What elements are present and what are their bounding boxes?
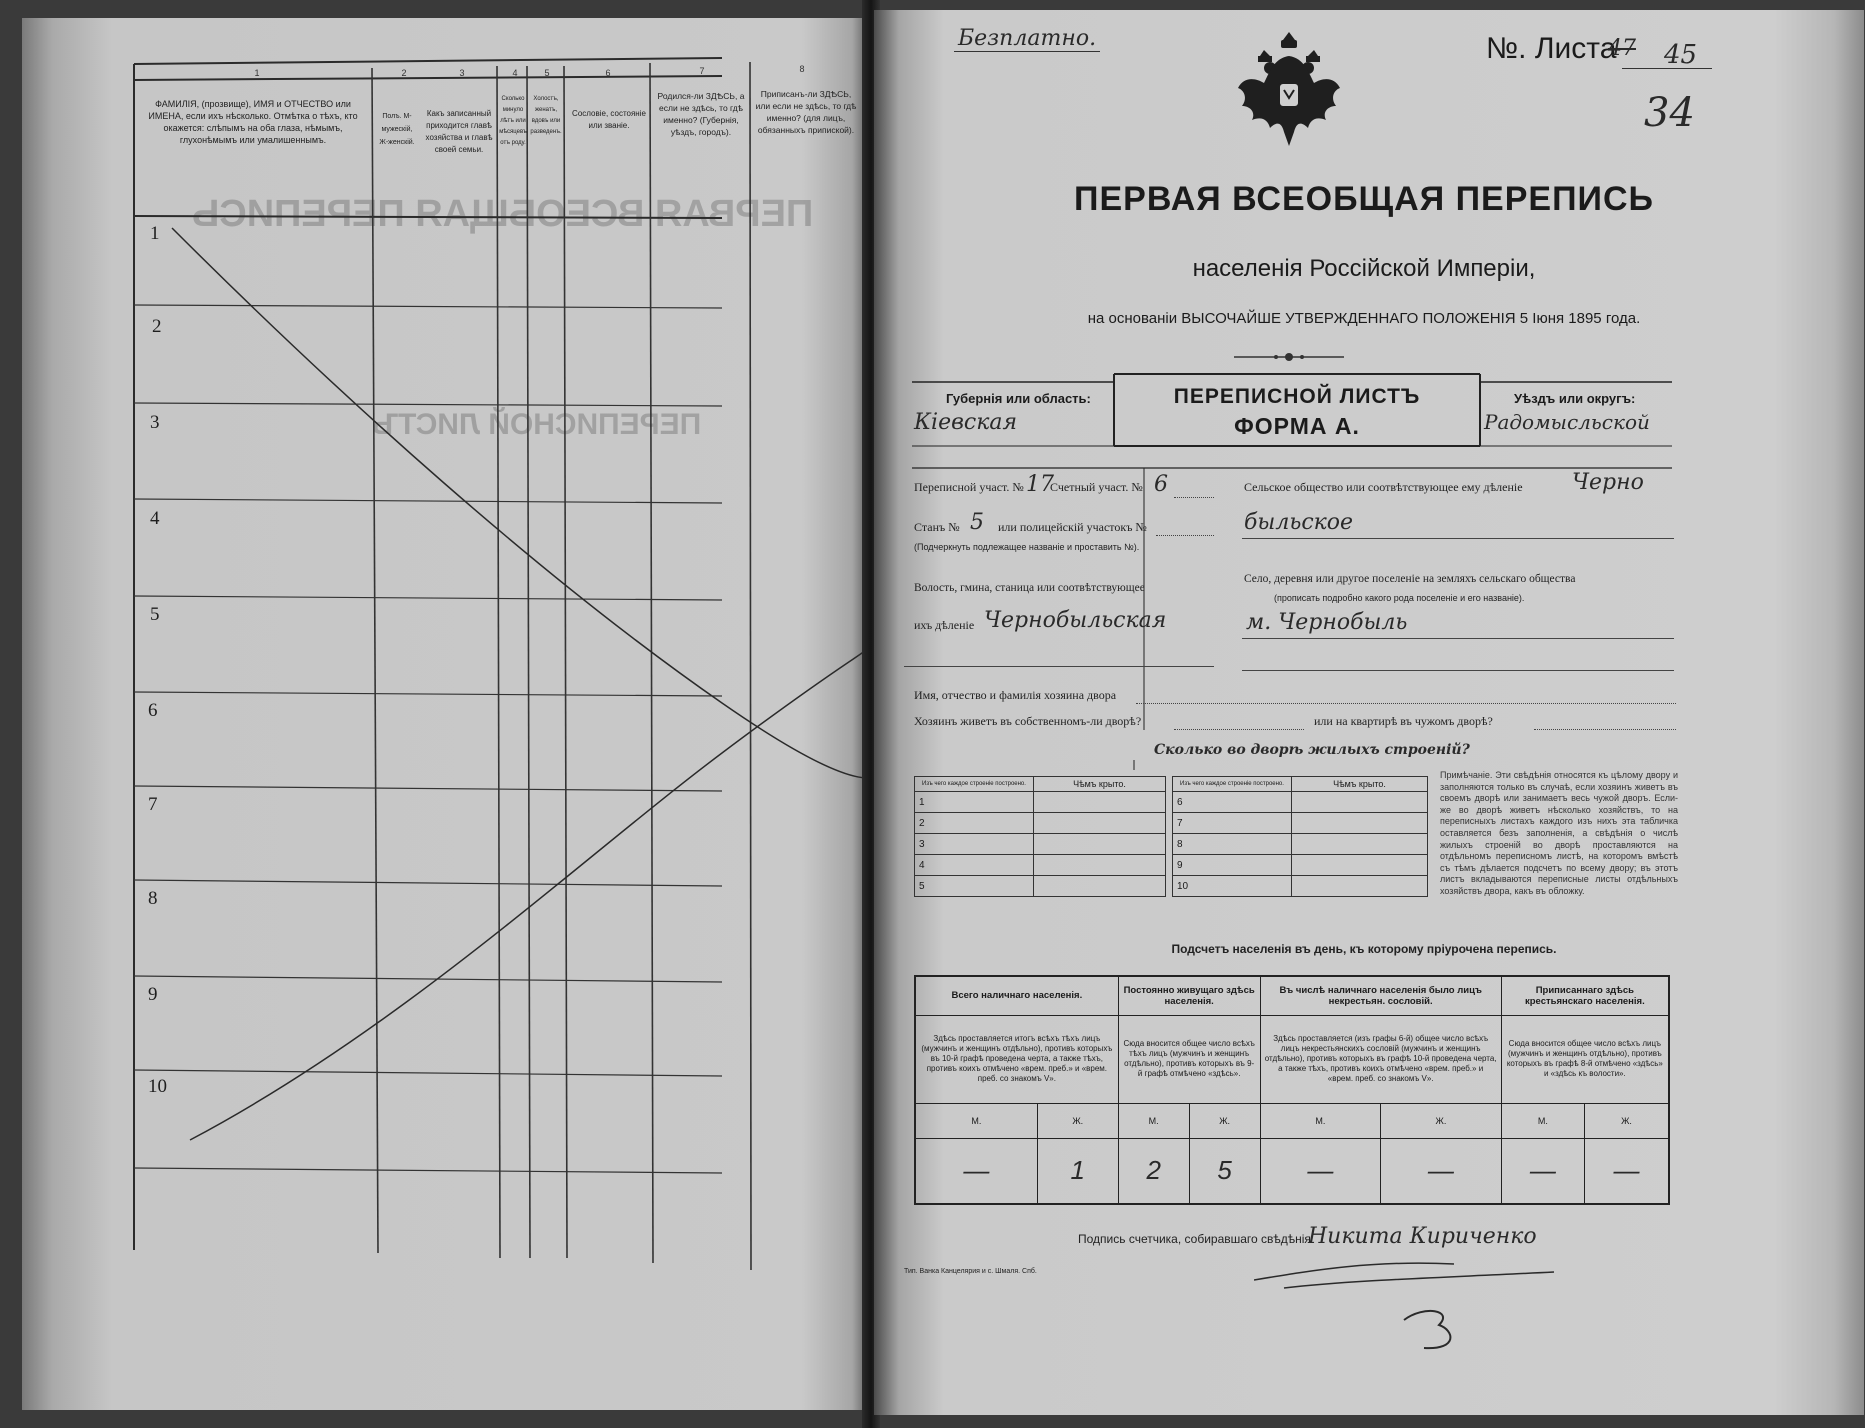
owner-rent-line [1534, 729, 1676, 730]
legal-basis: на основаніи ВЫСОЧАЙШЕ УТВЕРЖДЕННАГО ПОЛОЖЕНІЯ 5 Іюня 1895 года. [1087, 310, 1641, 327]
stan-label: Станъ № [914, 520, 960, 534]
buildings-table-right [1172, 776, 1428, 897]
census-section-label: Переписной участ. № [914, 480, 1024, 494]
column-number-3: 3 [459, 68, 465, 78]
buildings-row-number: 1 [915, 792, 1034, 813]
count-description: Здѣсь проставляется итогъ всѣхъ тѣхъ лицъ (мужчинъ и женщинъ отдѣльно), противъ которыхъ въ 10-й графѣ проведена черта, а также тѣхъ, противъ коихъ отмѣчено «врем. преб.» и «врем. преб. со знакомъ V». [915, 1015, 1118, 1103]
row-number: 1 [150, 223, 160, 244]
sheet-number-handwritten: 45 [1664, 40, 1698, 70]
counting-section-line [1174, 497, 1214, 498]
buildings-table-left [914, 776, 1166, 897]
column-header-estate: Сословіе, состояніе или званіе. [572, 109, 646, 130]
column-header-registration: Приписанъ-ли ЗДѢСЬ, или если не здѣсь, то гдѣ именно? (для лицъ, обязанныхъ припиской). [755, 89, 857, 135]
volost-label: Волость, гмина, станица или соотвѣтствующее [914, 582, 1145, 594]
owner-name-line [1136, 703, 1676, 704]
printer-note: Тип. Ванка Канцелярия и с. Шмаля. Спб. [904, 1268, 1037, 1275]
count-header-non-peasant: Въ числѣ наличнаго населенія было лицъ некрестьян. сословій. [1260, 976, 1501, 1015]
sex-label: М. [1501, 1103, 1584, 1138]
right-page [874, 10, 1864, 1415]
form-subtitle: ФОРМА А. [1234, 413, 1360, 439]
buildings-row-number: 7 [1173, 813, 1292, 834]
buildings-row-number: 8 [1173, 834, 1292, 855]
counting-section-label: Счетный участ. № [1050, 480, 1143, 494]
signature-flourish [1254, 1250, 1574, 1360]
village-line-2 [1242, 670, 1674, 671]
owner-rent-label: или на квартирѣ въ чужомъ дворѣ? [1314, 714, 1493, 728]
buildings-row-number: 4 [915, 855, 1034, 876]
sex-label: М. [1260, 1103, 1381, 1138]
count-header-permanent: Постоянно живущаго здѣсь населенія. [1118, 976, 1260, 1015]
sex-label: Ж. [1189, 1103, 1260, 1138]
volost-value: Чернобыльская [984, 608, 1167, 633]
police-section-label: или полицейскій участокъ № [998, 520, 1147, 534]
community-label: Сельское общество или соотвѣтствующее ему дѣленіе [1244, 480, 1523, 494]
column-number-6: 6 [605, 68, 611, 78]
count-header-registered: Приписаннаго здѣсь крестьянскаго населенія. [1501, 976, 1669, 1015]
district-value: Радомысльской [1484, 410, 1650, 434]
buildings-row-number: 5 [915, 876, 1034, 897]
count-value: — [1381, 1138, 1502, 1204]
sex-label: Ж. [1584, 1103, 1669, 1138]
document-title: ПЕРВАЯ ВСЕОБЩАЯ ПЕРЕПИСЬ [1074, 180, 1654, 218]
sex-label: Ж. [1037, 1103, 1118, 1138]
count-header-present: Всего наличнаго населенія. [915, 976, 1118, 1015]
row-number: 2 [152, 316, 162, 337]
count-value: 2 [1118, 1138, 1189, 1204]
buildings-header-what: Изъ чего каждое строеніе построено. [915, 777, 1034, 792]
buildings-header-what: Изъ чего каждое строеніе построено. [1173, 777, 1292, 792]
note-text: Примѣчаніе. Эти свѣдѣнія относятся къ цѣлому двору и заполняются только въ случаѣ, если хозяинъ живетъ въ своемъ дворѣ или занимаетъ весь чужой дворъ. Если-же во дворѣ живетъ нѣсколько хозяйствъ, то на переписныхъ листахъ каждого изъ нихъ эта табличка оставляется безъ заполненія, а свѣдѣнія о числѣ жилыхъ строеній во дворѣ проставляются на отдѣльномъ переписномъ листѣ, на которомъ вмѣстѣ съ тѣмъ дѣлается подсчетъ по всему двору; въ этотъ листъ вкладываются переписные листы отдѣльныхъ хозяйствъ двора, какъ въ обложку. [1440, 770, 1678, 896]
underline-note: (Подчеркнуть подлежащее названіе и проставить №). [914, 542, 1140, 552]
row-number: 5 [150, 604, 160, 625]
stan-value: 5 [970, 510, 984, 535]
community-value-1: Черно [1572, 470, 1644, 495]
row-number: 7 [148, 794, 158, 815]
count-value: 5 [1189, 1138, 1260, 1204]
count-value: — [1584, 1138, 1669, 1204]
community-value-2: быльское [1244, 510, 1354, 535]
free-of-charge-label: Безплатно. [954, 26, 1100, 52]
village-line [1242, 638, 1674, 639]
census-section-value: 17 [1026, 472, 1054, 497]
sheet-number-crossed: 47 [1608, 36, 1636, 61]
document-subtitle: населенія Россійской Имперіи, [1192, 255, 1536, 282]
buildings-header-roof: Чѣмъ крыто. [1034, 777, 1166, 792]
count-value: — [1501, 1138, 1584, 1204]
owner-lives-line [1174, 729, 1304, 730]
column-number-5: 5 [544, 68, 550, 78]
volost-line [904, 666, 1214, 667]
district-label: Уѣздъ или округъ: [1514, 391, 1636, 406]
buildings-row-number: 2 [915, 813, 1034, 834]
column-header-sex: Полъ. М-мужескій, Ж-женскій. [379, 113, 415, 146]
count-value: 1 [1037, 1138, 1118, 1204]
village-note: (прописать подробно какого рода поселеніе и его названіе). [1274, 593, 1525, 603]
count-description: Сюда вносится общее число всѣхъ лицъ (мужчинъ и женщинъ отдѣльно), противъ которыхъ въ графѣ 8-й отмѣчено «здѣсь» и «здѣсь къ волости». [1501, 1015, 1669, 1103]
row-number: 10 [148, 1076, 167, 1097]
signature-value: Никита Кириченко [1308, 1224, 1537, 1249]
owner-lives-label: Хозяинъ живетъ въ собственномъ-ли дворѣ? [914, 714, 1142, 728]
column-number-8: 8 [799, 64, 805, 74]
population-count-title: Подсчетъ населенія въ день, къ которому пріурочена перепись. [1171, 942, 1557, 956]
community-line [1242, 538, 1674, 539]
province-label: Губернія или область: [946, 391, 1091, 406]
column-header-name: ФАМИЛІЯ, (прозвище), ИМЯ и ОТЧЕСТВО или ИМЕНА, если ихъ нѣсколько. Отмѣтка о тѣхъ, кто окажется: слѣпымъ на оба глаза, нѣмымъ, глухонѣмымъ или умалишеннымъ. [148, 99, 358, 145]
column-header-marital: Холостъ, женатъ, вдовъ или разведенъ. [530, 96, 562, 135]
signature-label: Подпись счетчика, собиравшаго свѣдѣнія [1078, 1232, 1311, 1246]
row-number: 8 [148, 888, 158, 909]
column-number-7: 7 [699, 66, 705, 76]
row-number: 9 [148, 984, 158, 1005]
column-number-1: 1 [254, 68, 260, 78]
province-value: Кіевская [914, 410, 1018, 435]
buildings-row-number: 9 [1173, 855, 1292, 876]
owner-name-label: Имя, отчество и фамилія хозяина двора [914, 688, 1117, 702]
archive-number-handwritten: 34 [1644, 90, 1695, 136]
row-number: 3 [150, 412, 160, 433]
sex-label: Ж. [1381, 1103, 1502, 1138]
count-description: Здѣсь проставляется (изъ графы 6-й) общее число всѣхъ лицъ некрестьянскихъ сословій (мужчинъ и женщинъ отдѣльно), противъ которыхъ въ графѣ 10-й проведена черта, а также тѣхъ, противъ коихъ отмѣчено «врем. преб.» и «врем. преб. со знакомъ V». [1260, 1015, 1501, 1103]
column-number-4: 4 [512, 68, 518, 78]
count-description: Сюда вносится общее число всѣхъ тѣхъ лицъ (мужчинъ и женщинъ отдѣльно), противъ которыхъ въ 9-й графѣ отмѣчено «здѣсь». [1118, 1015, 1260, 1103]
column-header-birthplace: Родился-ли ЗДѢСЬ, а если не здѣсь, то гдѣ именно? (Губернія, уѣздъ, городъ). [657, 91, 745, 137]
buildings-row-number: 6 [1173, 792, 1292, 813]
population-count-table [914, 975, 1670, 1205]
counting-section-value: 6 [1154, 472, 1168, 497]
bleed-through-form: ПЕРЕПИСНОЙ ЛИСТЪ [372, 408, 702, 441]
buildings-header-roof: Чѣмъ крыто. [1292, 777, 1428, 792]
column-header-relation: Какъ записанный приходится главѣ хозяйства и главѣ своей семьи. [425, 109, 493, 154]
row-number: 6 [148, 700, 158, 721]
count-value: — [1260, 1138, 1381, 1204]
form-title: ПЕРЕПИСНОЙ ЛИСТЪ [1173, 385, 1421, 408]
column-header-age: Сколько минуло лѣтъ или мѣсяцевъ отъ роду. [499, 96, 527, 146]
column-number-2: 2 [401, 68, 407, 78]
count-value: — [915, 1138, 1037, 1204]
sheet-number-label: №. Листа [1486, 32, 1617, 65]
buildings-row-number: 3 [915, 834, 1034, 855]
buildings-row-number: 10 [1173, 876, 1292, 897]
row-number: 4 [150, 508, 160, 529]
sex-label: М. [1118, 1103, 1189, 1138]
village-label: Село, деревня или другое поселеніе на земляхъ сельскаго общества [1244, 573, 1576, 585]
bleed-through-title: ПЕРВАЯ ВСЕОБЩАЯ ПЕРЕПИСЬ [192, 193, 814, 235]
police-section-line [1156, 535, 1214, 536]
buildings-question: Сколько во дворѣ жилыхъ строеній? [1154, 742, 1470, 758]
village-value: м. Чернобыль [1246, 610, 1408, 635]
left-page [22, 18, 870, 1410]
sex-label: М. [915, 1103, 1037, 1138]
volost-label-2: ихъ дѣленіе [914, 618, 975, 632]
